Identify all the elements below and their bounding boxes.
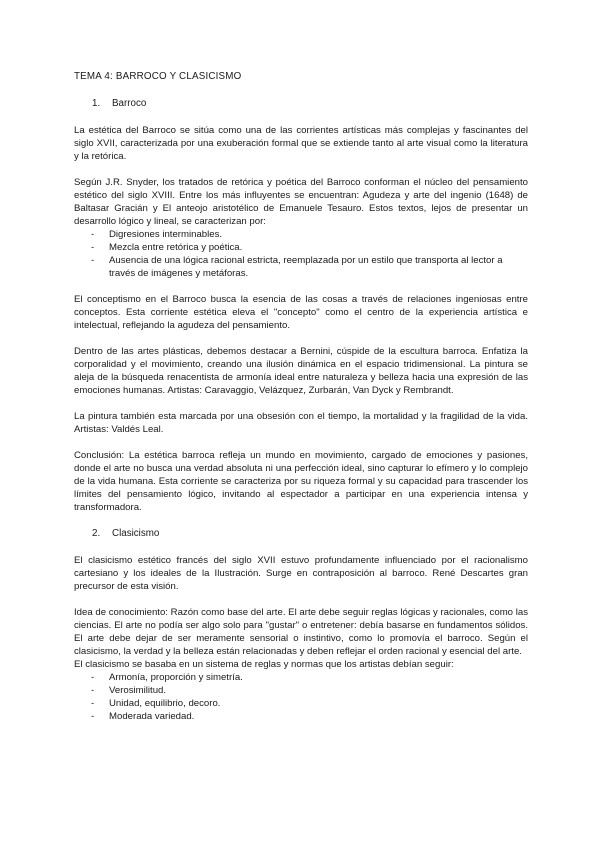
paragraph: Conclusión: La estética barroca refleja un mundo en movimiento, cargado de emociones y pasiones, donde el arte no busca una verdad absoluta ni una perfección ideal, sino capturar lo efímero y lo complejo de la vida humana. Esta corriente se caracteriza por su riqueza formal y su capacidad para trascender los límites del pensamiento lógico, invitando al espectador a participar en una experiencia intensa y transformadora.	[74, 450, 528, 513]
section-title: Clasicismo	[112, 528, 160, 539]
list-item: - Mezcla entre retórica y poética.	[91, 242, 243, 253]
paragraph: El clasicismo estético francés del siglo XVII estuvo profundamente influenciado por el racionalismo cartesiano y los ideales de la Ilustración. Surge en contraposición al barroco. René Descartes gran precursor de esta visión.	[74, 555, 528, 592]
list-item: - Ausencia de una lógica racional estricta, reemplazada por un estilo que transporta al lector a través de imágenes y metáforas.	[91, 255, 503, 279]
list-item: - Verosimilitud.	[91, 685, 167, 696]
bullet-list	[74, 671, 528, 723]
paragraph: El conceptismo en el Barroco busca la esencia de las cosas a través de relaciones ingeniosas entre conceptos. Esta corriente estética eleva el "concepto" como el centro de la experiencia artística e intelectual, reflejando la agudeza del pensamiento.	[74, 294, 528, 331]
paragraph: Idea de conocimiento: Razón como base del arte. El arte debe seguir reglas lógicas y racionales, como las ciencias. El arte no podía ser algo solo para "gustar" o entretener: debía basarse en fundamentos sólidos. El arte debe dejar de ser meramente sensorial o instintivo, como lo promovía el barroco. Según el clasicismo, la verdad y la belleza están relacionadas y deben reflejar el orden racional y esencial del arte.	[74, 607, 528, 657]
paragraph: Dentro de las artes plásticas, debemos destacar a Bernini, cúspide de la escultura barroca. Enfatiza la corporalidad y el movimiento, creando una ilusión dinámica en el espacio tridimensional. La pintura se aleja de la búsqueda renacentista de armonía ideal entre naturaleza y belleza hacia una expresión de las emociones humanas. Artistas: Caravaggio, Velázquez, Zurbarán, Van Dyck y Rembrandt.	[74, 346, 528, 396]
paragraph: La estética del Barroco se sitúa como una de las corrientes artísticas más complejas y fascinantes del siglo XVII, caracterizada por una exuberación formal que se extiende tanto al arte visual como la literatura y la retórica.	[74, 125, 528, 162]
section-title: Barroco	[112, 98, 147, 109]
paragraph: El clasicismo se basaba en un sistema de reglas y normas que los artistas debían seguir:	[74, 659, 454, 670]
list-item: - Digresiones interminables.	[91, 229, 223, 240]
section-heading-clasicismo	[74, 527, 528, 540]
paragraph: La pintura también esta marcada por una obsesión con el tiempo, la mortalidad y la fragilidad de la vida. Artistas: Valdés Leal.	[74, 411, 528, 435]
paragraph: Según J.R. Snyder, los tratados de retórica y poética del Barroco conforman el núcleo del pensamiento estético del siglo XVIII. Entre los más influyentes se encuentran: Agudeza y arte del ingenio (1648) de Baltasar Gracián y El anteojo aristotélico de Emanuele Tesauro. Estos textos, lejos de presentar un desarrollo lógico y lineal, se caracterizan por:	[74, 177, 528, 227]
bullet-list	[74, 228, 528, 280]
list-item: - Armonía, proporción y simetría.	[91, 672, 243, 683]
list-item: - Moderada variedad.	[91, 711, 195, 722]
section-number: 1.	[92, 98, 101, 109]
document-title: TEMA 4: BARROCO Y CLASICISMO	[74, 71, 242, 82]
list-item: - Unidad, equilibrio, decoro.	[91, 698, 221, 709]
section-heading-barroco	[74, 97, 528, 110]
section-number: 2.	[92, 528, 101, 539]
